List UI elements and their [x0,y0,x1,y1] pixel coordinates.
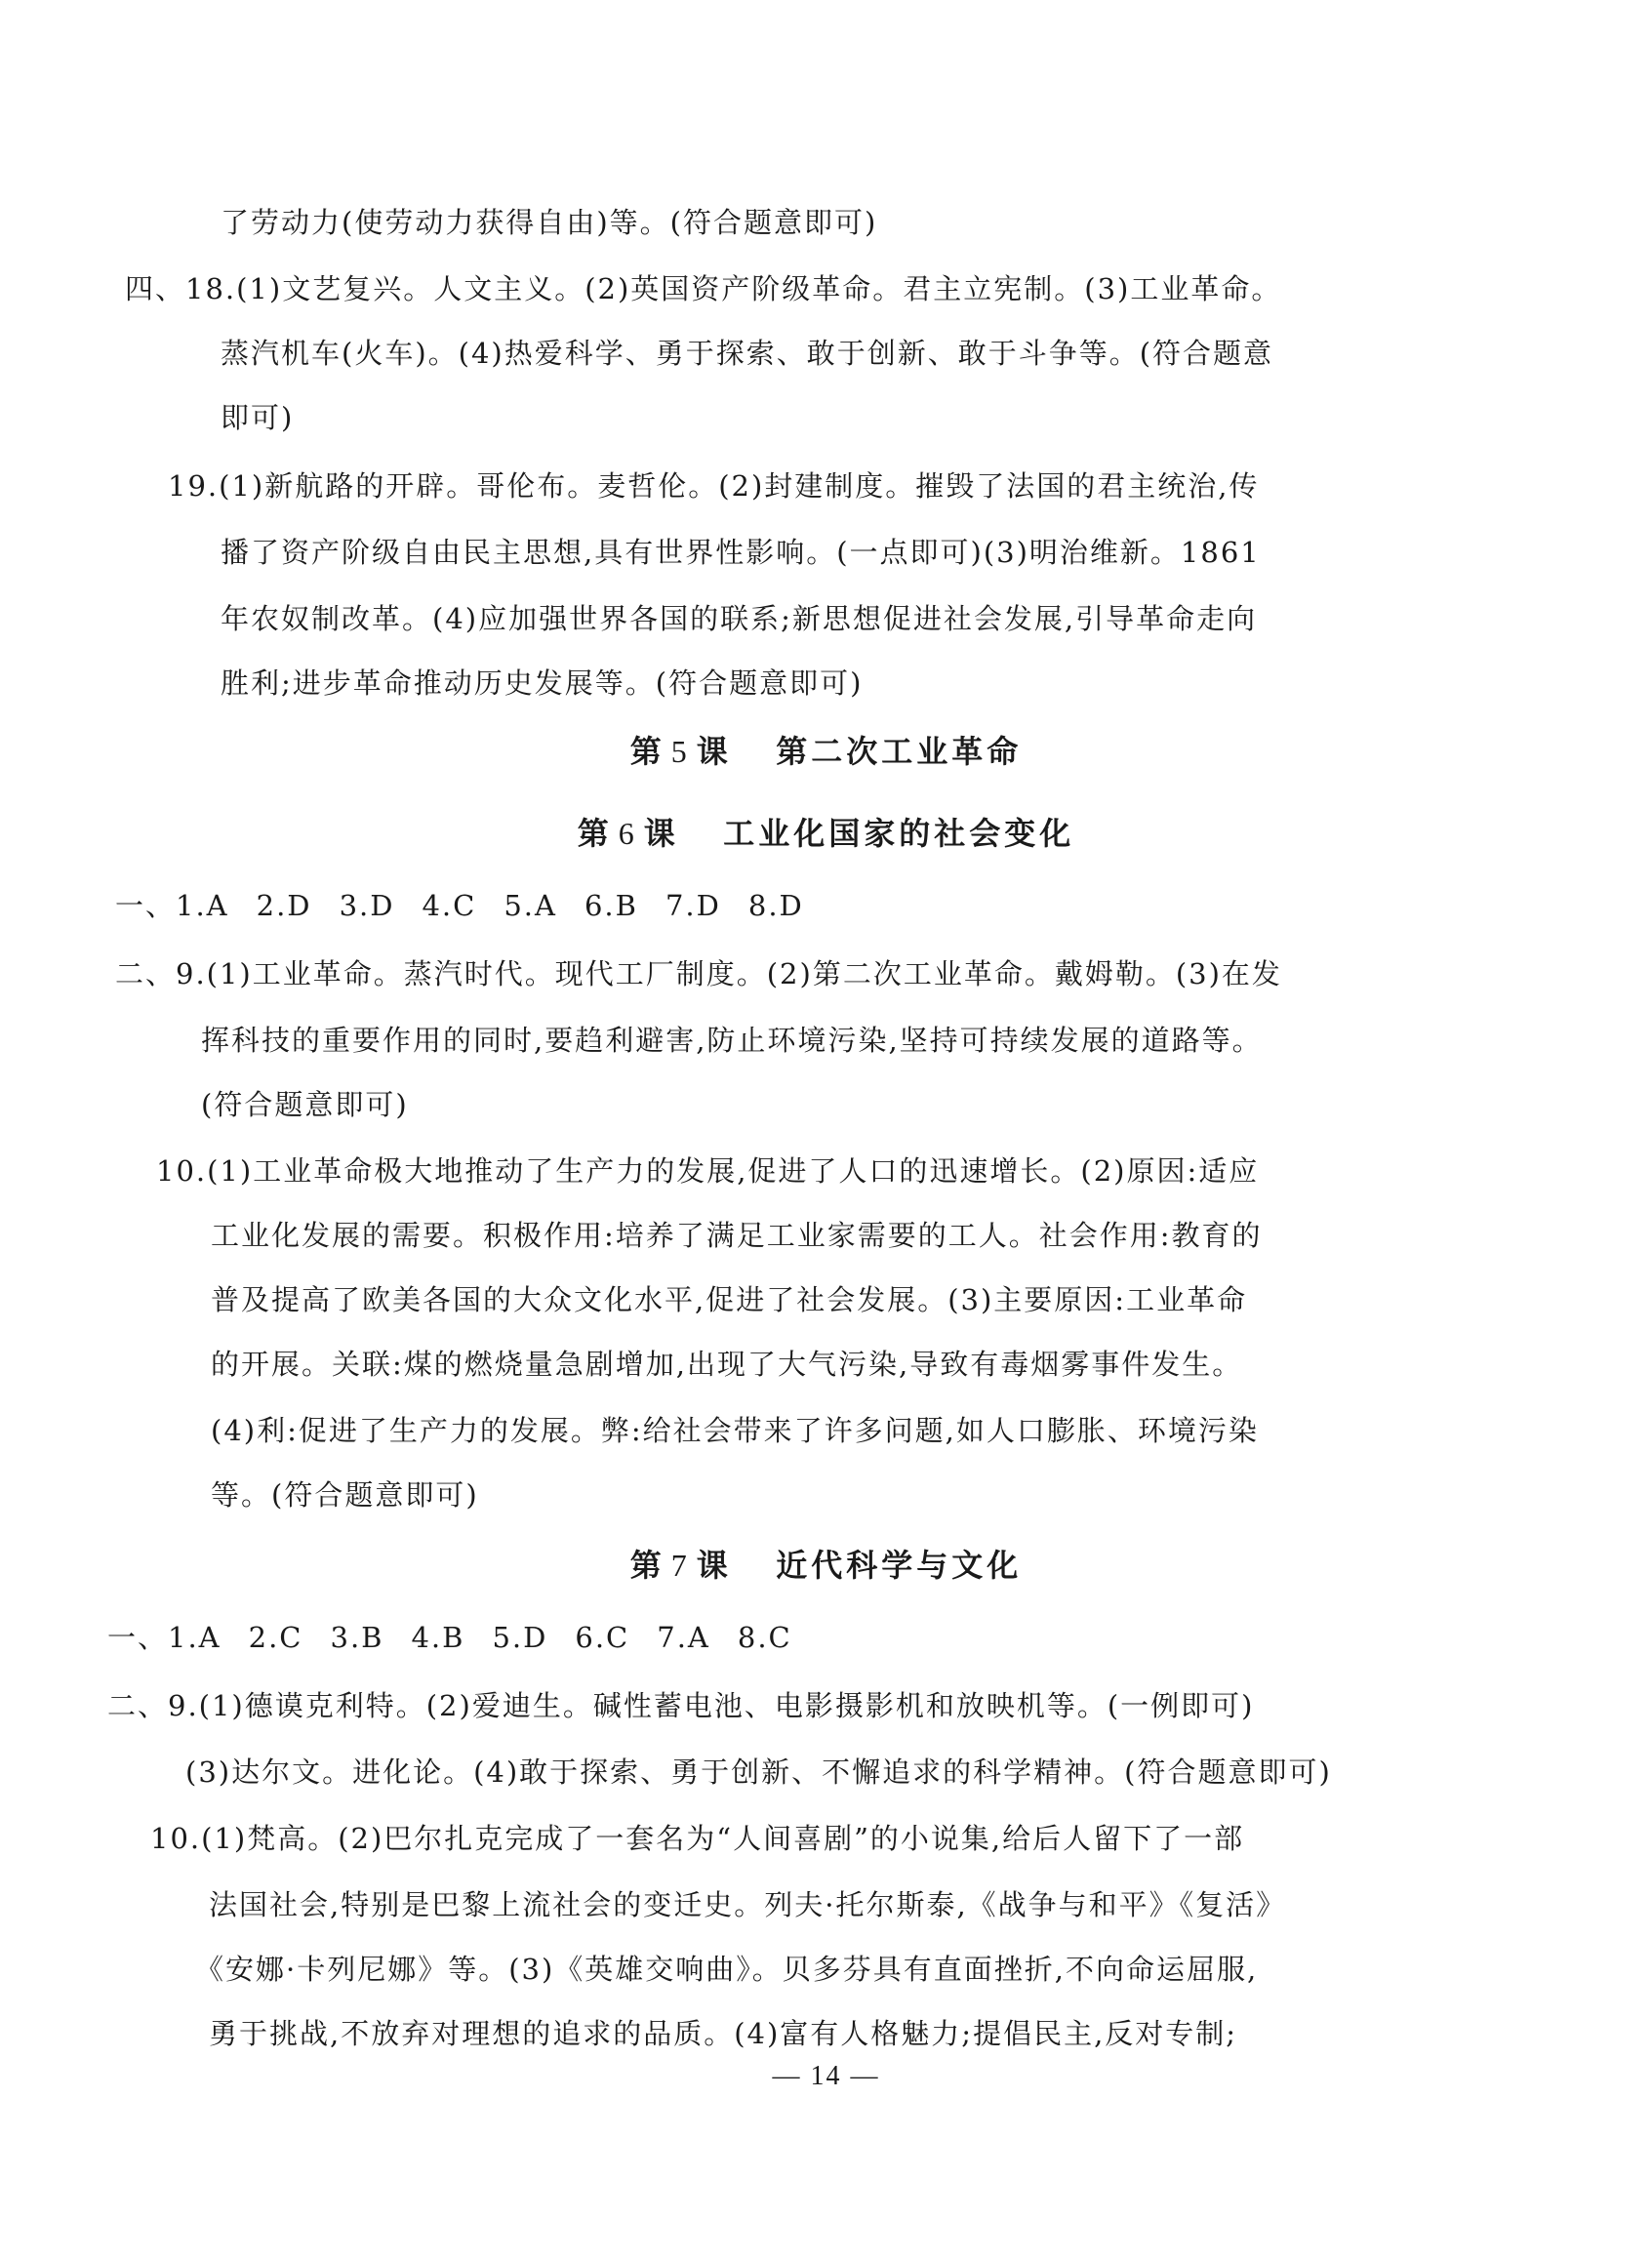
mc-answer: 2.C [248,1621,303,1654]
mc-answer: 4.C [422,889,477,922]
heading-prefix: 第 [629,733,665,770]
heading-title: 工业化国家的社会变化 [723,815,1075,852]
lesson6-heading [0,812,1652,855]
heading-suffix: 课 [696,733,732,770]
text-line: (3)达尔文。进化论。(4)敢于探索、勇于创新、不懈追求的科学精神。(符合题意即可) [185,1756,1332,1789]
text-line: (4)利:促进了生产力的发展。弊:给社会带来了许多问题,如人口膨胀、环境污染 [211,1414,1259,1447]
mc-answer: 3.B [330,1621,384,1654]
mc-answer: 3.D [339,889,395,922]
text-line: 法国社会,特别是巴黎上流社会的变迁史。列夫·托尔斯泰,《战争与和平》《复活》 [209,1888,1287,1921]
text-line: 《安娜·卡列尼娜》等。(3)《英雄交响曲》。贝多芬具有直面挫折,不向命运屈服, [195,1953,1259,1986]
heading-number: 5 [670,734,691,769]
text-line: 10.(1)工业革命极大地推动了生产力的发展,促进了人口的迅速增长。(2)原因:适应 [156,1154,1260,1188]
text-line: 播了资产阶级自由民主思想,具有世界性影响。(一点即可)(3)明治维新。1861 [221,536,1261,569]
heading-number: 7 [670,1548,691,1583]
heading-suffix: 课 [643,815,679,852]
mc-answers-lesson6 [115,886,831,925]
text-line: 蒸汽机车(火车)。(4)热爱科学、勇于探索、敢于创新、敢于斗争等。(符合题意 [221,337,1274,370]
text-line: 胜利;进步革命推动历史发展等。(符合题意即可) [221,666,864,700]
mc-label: 一、 [107,1621,169,1654]
mc-answer: 5.A [504,889,557,922]
mc-answer: 1.A [168,1621,222,1654]
text-line: 挥科技的重要作用的同时,要趋利避害,防止环境污染,坚持可持续发展的道路等。 [201,1024,1263,1057]
text-line: 即可) [221,401,295,434]
mc-answer: 7.D [665,889,721,922]
mc-answer: 4.B [411,1621,465,1654]
heading-suffix: 课 [696,1547,732,1584]
heading-prefix: 第 [629,1547,665,1584]
text-line: 19.(1)新航路的开辟。哥伦布。麦哲伦。(2)封建制度。摧毁了法国的君主统治,传 [168,469,1260,503]
text-line: 10.(1)梵高。(2)巴尔扎克完成了一套名为“人间喜剧”的小说集,给后人留下了一部 [150,1822,1245,1855]
mc-answer: 2.D [256,889,312,922]
text-line: 年农奴制改革。(4)应加强世界各国的联系;新思想促进社会发展,引导革命走向 [221,602,1258,635]
mc-answer: 8.D [747,889,804,922]
text-line: 普及提高了欧美各国的大众文化水平,促进了社会发展。(3)主要原因:工业革命 [211,1283,1248,1316]
text-line: 等。(符合题意即可) [211,1478,479,1512]
text-line: 四、18.(1)文艺复兴。人文主义。(2)英国资产阶级革命。君主立宪制。(3)工业革命。 [125,272,1282,305]
heading-number: 6 [618,816,638,851]
text-line: 了劳动力(使劳动力获得自由)等。(符合题意即可) [221,206,878,239]
text-line: 的开展。关联:煤的燃烧量急剧增加,出现了大气污染,导致有毒烟雾事件发生。 [211,1348,1243,1381]
mc-answer: 6.B [584,889,638,922]
mc-answer: 6.C [575,1621,630,1654]
mc-answer: 7.A [657,1621,710,1654]
lesson7-heading [0,1544,1652,1587]
text-line: 二、9.(1)德谟克利特。(2)爱迪生。碱性蓄电池、电影摄影机和放映机等。(一例即可) [107,1689,1255,1722]
mc-answers-lesson7 [107,1618,820,1657]
text-line: 勇于挑战,不放弃对理想的追求的品质。(4)富有人格魅力;提倡民主,反对专制; [209,2017,1238,2050]
text-line: 工业化发展的需要。积极作用:培养了满足工业家需要的工人。社会作用:教育的 [211,1219,1263,1252]
mc-answer: 5.D [492,1621,548,1654]
mc-label: 一、 [115,889,177,922]
mc-answer: 1.A [176,889,229,922]
heading-prefix: 第 [577,815,613,852]
text-line: (符合题意即可) [201,1088,409,1121]
mc-answer: 8.C [737,1621,792,1654]
lesson5-heading [0,730,1652,773]
heading-title: 近代科学与文化 [776,1547,1023,1584]
text-line: 二、9.(1)工业革命。蒸汽时代。现代工厂制度。(2)第二次工业革命。戴姆勒。(3)在发 [115,957,1282,990]
heading-title: 第二次工业革命 [776,733,1023,770]
page-number: — 14 — [772,2061,880,2091]
